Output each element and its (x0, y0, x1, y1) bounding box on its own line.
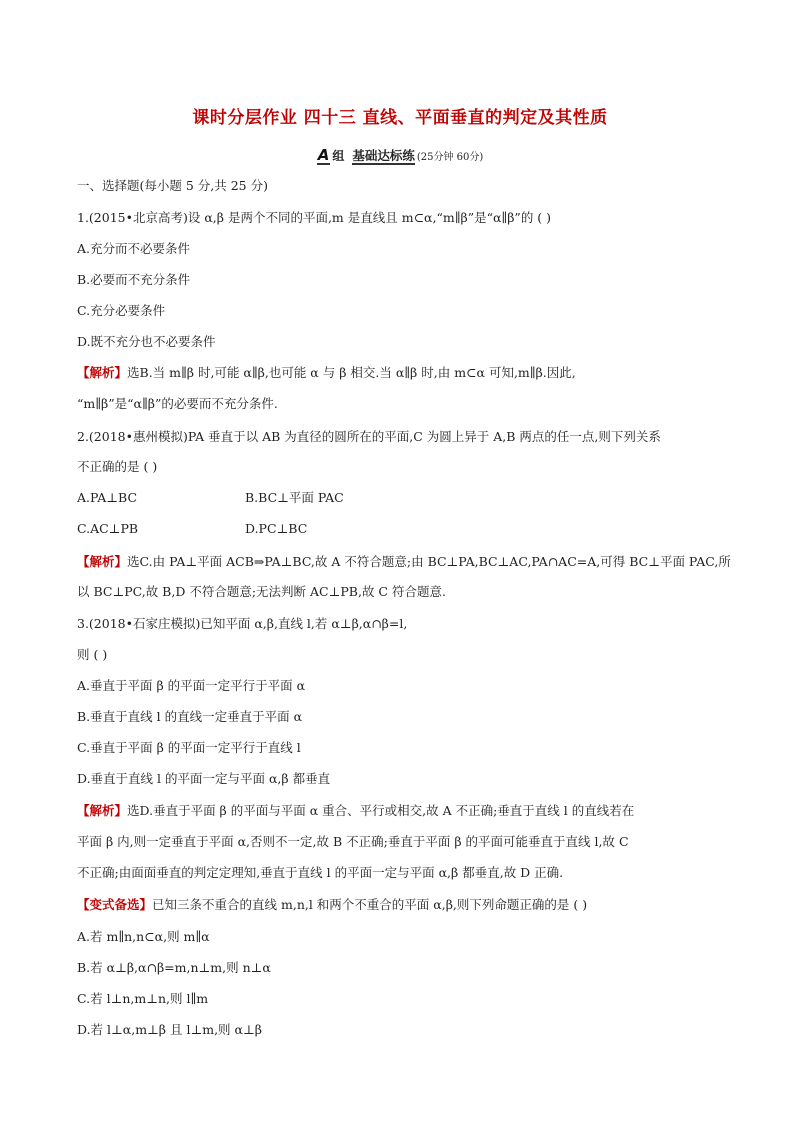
q1-option-a: A.充分而不必要条件 (77, 241, 191, 256)
q2-option-a: A.PA⊥BC (77, 490, 138, 505)
q3-option-d: D.垂直于直线 l 的平面一定与平面 α,β 都垂直 (77, 771, 331, 786)
question-3-line-2: 则 ( ) (77, 647, 108, 662)
q3-solution-line-3: 不正确;由面面垂直的判定定理知,垂直于直线 l 的平面一定与平面 α,β 都垂直,故 D 正确. (77, 865, 564, 880)
q3-solution-line-1: 【解析】选D.垂直于平面 β 的平面与平面 α 重合、平行或相交,故 A 不正确;垂直于直线 l 的直线若在 (77, 803, 635, 818)
q3-solution-line-2: 平面 β 内,则一定垂直于平面 α,否则不一定,故 B 不正确;垂直于平面 β 的平面可能垂直于直线 l,故 C (77, 834, 629, 849)
question-1: 1.(2015•北京高考)设 α,β 是两个不同的平面,m 是直线且 m⊂α,“m∥β”是“α∥β”的 ( ) (77, 210, 552, 225)
q1-solution-line-1: 【解析】选B.当 m∥β 时,可能 α∥β,也可能 α 与 β 相交.当 α∥β 时,由 m⊂α 可知,m∥β.因此, (77, 365, 576, 380)
q3-option-a: A.垂直于平面 β 的平面一定平行于平面 α (77, 678, 306, 693)
q1-option-d: D.既不充分也不必要条件 (77, 334, 216, 349)
question-heading: 一、选择题(每小题 5 分,共 25 分) (77, 178, 268, 193)
jiexi-tag: 【解析】 (77, 365, 128, 380)
q2-option-b: B.BC⊥平面 PAC (245, 490, 344, 505)
page-title: 课时分层作业 四十三 直线、平面垂直的判定及其性质 (192, 108, 608, 128)
section-time: (25分钟 60分) (416, 152, 484, 163)
section-badge-suffix: 组 (332, 149, 345, 163)
q2-solution-line-1: 【解析】选C.由 PA⊥平面 ACB⇒PA⊥BC,故 A 不符合题意;由 BC⊥PA,BC⊥AC,PA∩AC=A,可得 BC⊥平面 PAC,所 (77, 554, 731, 569)
section-label: 基础达标练 (352, 148, 415, 163)
q1-solution-line-2: “m∥β”是“α∥β”的必要而不充分条件. (77, 396, 278, 411)
section-header (0, 146, 800, 165)
question-2-line-2: 不正确的是 ( ) (77, 459, 158, 474)
section-badge: A (317, 146, 330, 164)
q2-options-row-1 (77, 489, 717, 507)
bs-option-a: A.若 m∥n,n⊂α,则 m∥α (77, 929, 210, 944)
q1-option-b: B.必要而不充分条件 (77, 272, 191, 287)
q2-options-row-2 (77, 520, 717, 538)
question-2-line-1: 2.(2018•惠州模拟)PA 垂直于以 AB 为直径的圆所在的平面,C 为圆上异于 A,B 两点的任一点,则下列关系 (77, 429, 661, 444)
question-3-line-1: 3.(2018•石家庄模拟)已知平面 α,β,直线 l,若 α⊥β,α∩β=l, (77, 616, 408, 631)
q2-option-d: D.PC⊥BC (245, 521, 308, 536)
bs-option-b: B.若 α⊥β,α∩β=m,n⊥m,则 n⊥α (77, 960, 271, 975)
q1-option-c: C.充分必要条件 (77, 303, 166, 318)
q3-option-b: B.垂直于直线 l 的直线一定垂直于平面 α (77, 709, 303, 724)
bs-option-c: C.若 l⊥n,m⊥n,则 l∥m (77, 991, 209, 1006)
q2-solution-line-2: 以 BC⊥PC,故 B,D 不符合题意;无法判断 AC⊥PB,故 C 符合题意. (77, 584, 446, 599)
q3-option-c: C.垂直于平面 β 的平面一定平行于直线 l (77, 740, 301, 755)
bianshi-tag: 【变式备选】 (77, 897, 153, 912)
jiexi-tag: 【解析】 (77, 803, 128, 818)
bianshi-question: 【变式备选】已知三条不重合的直线 m,n,l 和两个不重合的平面 α,β,则下列命题正确的是 ( ) (77, 897, 588, 912)
bs-option-d: D.若 l⊥α,m⊥β 且 l⊥m,则 α⊥β (77, 1022, 262, 1037)
q2-option-c: C.AC⊥PB (77, 521, 139, 536)
jiexi-tag: 【解析】 (77, 554, 128, 569)
